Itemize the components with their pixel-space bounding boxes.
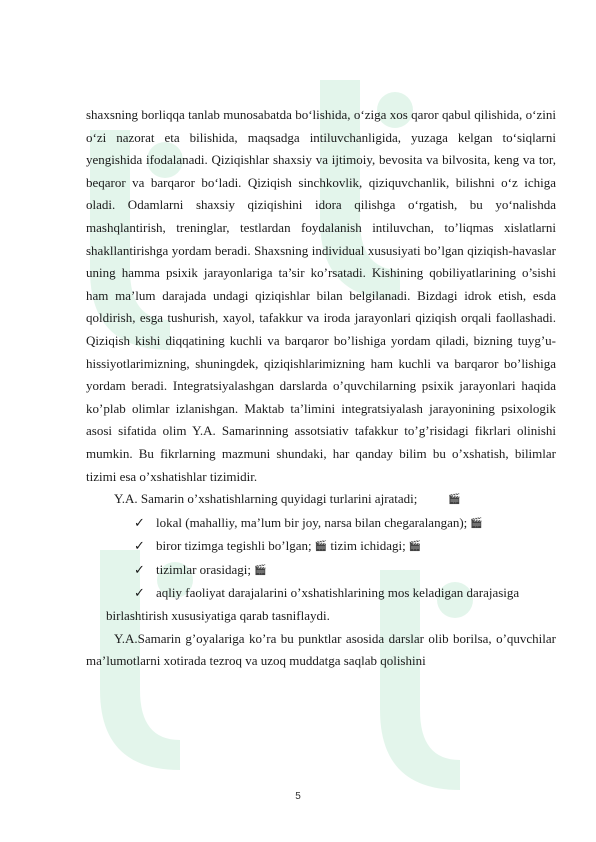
list-item	[86, 535, 556, 559]
list-item-text: tizim ichidagi;	[330, 538, 406, 554]
body-paragraph: shaxsning borliqqa tanlab munosabatda bo‘lishida, o‘ziga xos qaror qabul qilishida, o‘zini o‘zi nazorat eta bilishida, maqsadga intiluvchanligida, yuzaga kelgan to‘siqlarni yengishida ifodalanadi. Qiziqishlar shaxsiy va ijtimoiy, bevosita va bilvosita, keng va tor, beqaror va barqaror bo‘ladi. Qiziqish sinchkovlik, qiziquvchanlik, bilishni o‘z ichiga oladi. Odamlarni shaxsiy qiziqishini idora qilishga o‘rgatish, bu yo‘nalishda mashqlantirish, treninglar, testlardan foydalanish intiluvchan, to’liqmas xislatlarni shakllantirishga yordam beradi. Shaxsning individual xususiyati bo’lgan qiziqish-havaslar uning hamma psixik jarayonlariga ta’sir ko’rsatadi. Kishining qobiliyatlarining o’sishi ham ma’lum darajada undagi qiziqishlar bilan belgilanadi. Bizdagi idrok etish, esda qoldirish, esga tushurish, xayol, tafakkur va iroda jarayonlari qiziqish orqali faollashadi. Qiziqish kishi diqqatining kuchli va barqaror bo’lishiga yordam qiladi, bizning tuyg’u-hissiyotlarimizning, shuningdek, qiziqishlarimizning ham kuchli va barqaror bo’lishiga yordam beradi. Integratsiyalashgan darslarda o’quvchilarning psixik jarayonlari haqida ko’plab olimlar izlanishgan. Maktab ta’limini integratsiyalash jarayonining psixologik asosi sifatida olim Y.A. Samarinning assotsiativ tafakkur to’g’risidagi fikrlari olinishi mumkin. Bu fikrlarning mazmuni shundaki, har qanday bilim bu o’xshatish, bilimlar tizimi esa o’xshatishlar tizimidir.	[86, 107, 556, 484]
list-item-text: tizimlar orasidagi;	[156, 561, 251, 577]
list-item-continuation: birlashtirish xususiyatiga qarab tasniflaydi.	[106, 608, 330, 624]
page-content	[86, 104, 556, 673]
clapperboard-icon: 🎬	[314, 541, 328, 553]
clapperboard-icon: 🎬	[448, 494, 461, 506]
checkmark-icon: ✓	[134, 561, 145, 577]
list-item	[86, 559, 556, 583]
checkmark-icon: ✓	[134, 585, 145, 601]
clapperboard-icon: 🎬	[253, 564, 267, 576]
list-item-text: aqliy faoliyat darajalarini o’xshatishlarining mos keladigan darajasiga	[156, 585, 520, 601]
clapperboard-icon: 🎬	[408, 541, 422, 553]
closing-paragraph: Y.A.Samarin g’oyalariga ko’ra bu punktlar asosida darslar olib borilsa, o’quvchilar ma’lumotlarni xotirada tezroq va uzoq muddatga saqlab qolishini	[86, 630, 556, 669]
list-item-text: lokal (mahalliy, ma’lum bir joy, narsa bilan chegaralangan);	[156, 514, 468, 530]
page-number: 5	[295, 791, 301, 802]
checkmark-icon: ✓	[134, 538, 145, 554]
intro-line	[86, 488, 556, 512]
list-item	[86, 512, 556, 536]
checkmark-icon: ✓	[134, 514, 145, 530]
clapperboard-icon: 🎬	[470, 517, 483, 529]
intro-text: Y.A. Samarin o’xshatishlarning quyidagi turlarini ajratadi;	[114, 491, 418, 507]
list-item-text: biror tizimga tegishli bo’lgan;	[156, 538, 312, 554]
list-item	[86, 582, 556, 605]
